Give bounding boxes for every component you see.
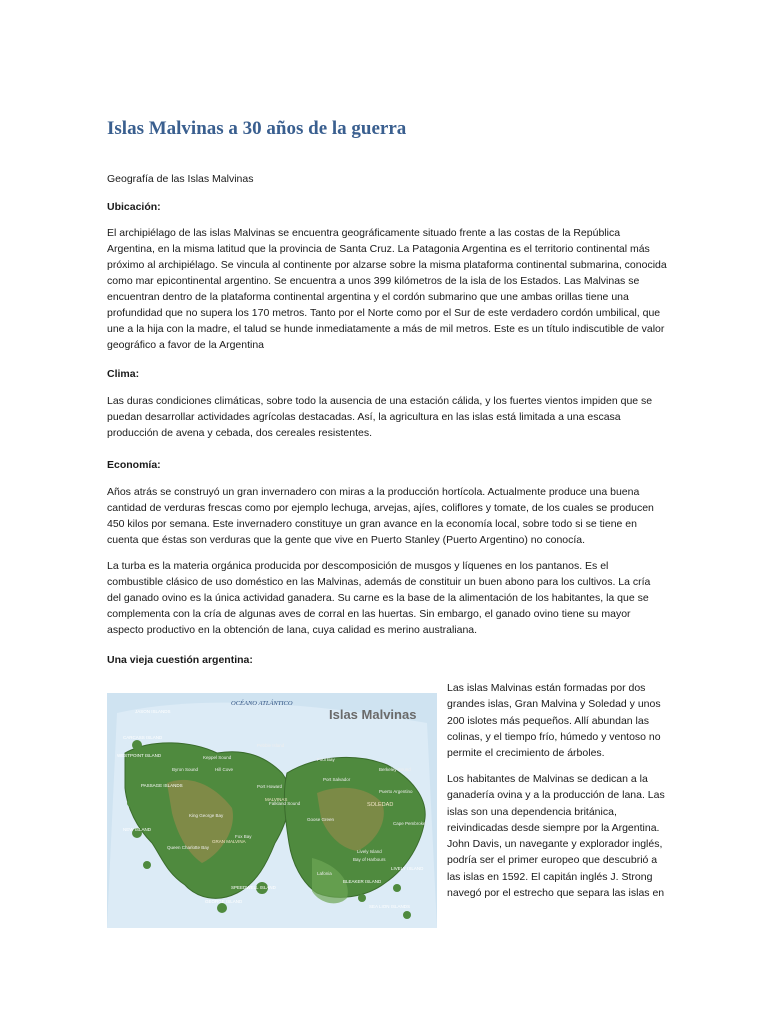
- paragraph-cuestion-2: Los habitantes de Malvinas se dedican a la ganadería ovina y a la producción de lana. Las islas son una dependencia británica, reivindicadas desde siempre por la Argentina. John Davis, un navegante y explorador inglés, podría ser el primer europeo que descubrió a las islas en 1592. El capitán inglés J. Strong navegó por el estrecho que separa las islas en: [447, 773, 665, 900]
- paragraph-economia-2: La turba es la materia orgánica producida por descomposición de musgos y líquenes en los pantanos. Es el combustible clásico de uso doméstico en las Malvinas, además de constituir un buen abono para los cultivos. La cría del ganado ovino es la única actividad ganadera. Su carne es la base de la alimentación de los habitantes, la que se complementa con la cría de algunas aves de corral en las huertas. Sin embargo, el ganado ovino tiene su mayor aspecto productivo en la obtención de lana, cuya calidad es merino australiana.: [107, 560, 651, 636]
- map-label: Pebble Island: [257, 743, 285, 748]
- map-label: Cape Pembroke: [393, 821, 426, 826]
- map-label: Queen Charlotte Bay: [167, 845, 210, 850]
- map-label: WESTPOINT ISLAND: [117, 753, 162, 758]
- map-label: Falkland Sound: [269, 801, 301, 806]
- map-label: MALVINAS: [265, 797, 288, 802]
- map-label: NEW ISLAND: [123, 827, 152, 832]
- heading-ubicacion: Ubicación:: [107, 201, 161, 213]
- heading-cuestion: Una vieja cuestión argentina:: [107, 654, 253, 666]
- map-label: PASSAGE ISLANDS: [141, 783, 183, 788]
- map-label: Bay of Harbours: [353, 857, 386, 862]
- map-label: Lafonia: [317, 871, 332, 876]
- map-label: SPEEDWELL ISLAND: [231, 885, 276, 890]
- map-label: King George Bay: [189, 813, 224, 818]
- map-title: Islas Malvinas: [329, 707, 417, 722]
- subtitle: Geografía de las Islas Malvinas: [107, 173, 254, 185]
- heading-clima: Clima:: [107, 368, 140, 380]
- paragraph-ubicacion: El archipiélago de las islas Malvinas se encuentra geográficamente situado frente a las costas de la República Argentina, en la misma latitud que la provincia de Santa Cruz. La Patagonia Argentina es el territorio continental más próximo al archipiélago. Se vincula al continente por alzarse sobre la misma plataforma continental submarina, conocida como mar epicontinental argentino. Se encuentra a unos 399 kilómetros de la isla de los Estados. Las Malvinas se encuentran dentro de la plataforma continental argentina y el cordón submarino que une ambas orillas tiene una profundidad que no supera los 170 metros. Tanto por el Norte como por el Sur de este verdadero cordón umbilical, que une a la hija con la madre, el talud se hunde inmediatamente a más de mil metros. Este es un título indiscutible de valor geográfico a favor de la Argentina: [107, 227, 667, 351]
- page-title: Islas Malvinas a 30 años de la guerra: [107, 118, 407, 139]
- map-label: Hill Cove: [215, 767, 234, 772]
- map-label: GRAN MALVINA: [212, 839, 246, 844]
- map-label: Lively Island: [357, 849, 382, 854]
- map-label: CARCASS ISLAND: [123, 735, 163, 740]
- map-label: Puerto Argentino: [379, 789, 413, 794]
- map-label: Port Salvador: [323, 777, 351, 782]
- map-label: Berkeley Sound: [379, 767, 411, 772]
- paragraph-clima: Las duras condiciones climáticas, sobre todo la ausencia de una estación cálida, y los fuertes vientos impiden que se puedan desarrollar actividades agrícolas destacadas. Así, la agricultura en las islas está limitada a una escasa producción de avena y cebada, dos cereales resistentes.: [107, 395, 653, 439]
- map-label: SEA LION ISLANDS: [369, 904, 411, 909]
- map-label: GEORGE ISLAND: [205, 899, 243, 904]
- map-label: BLEAKER ISLAND: [343, 879, 382, 884]
- map-label: Port Howard: [257, 784, 283, 789]
- map-ocean-label: OCÉANO ATLÁNTICO: [231, 700, 293, 707]
- map-label: Byron Sound: [172, 767, 199, 772]
- map-label: JASON ISLANDS: [135, 709, 171, 714]
- map-graphic: [107, 693, 437, 928]
- heading-economia: Economía:: [107, 459, 161, 471]
- map-label: Keppel Sound: [203, 755, 232, 760]
- paragraph-economia-1: Años atrás se construyó un gran invernadero con miras a la producción hortícola. Actualmente produce una buena cantidad de verduras frescas como por ejemplo lechuga, arvejas, ajíes, coliflores y tomate, de los cuales se producen 450 kilos por semana. Este invernadero constituye un gran avance en la economía local, sobre todo si se tiene en cuenta que éstas son verduras que la gente que vive en Puerto Stanley (Puerto Argentino) no conocía.: [107, 486, 654, 546]
- paragraph-cuestion-1: Las islas Malvinas están formadas por dos grandes islas, Gran Malvina y Soledad y unos 200 islotes más pequeños. Allí abundan las colinas, y el tiempo frío, húmedo y ventoso no permite el crecimiento de árboles.: [447, 682, 661, 760]
- map-label: Foul Bay: [317, 757, 335, 762]
- map-label: Goose Green: [307, 817, 335, 822]
- map-label: Fox Bay: [235, 834, 252, 839]
- map-label: LIVELY ISLAND: [391, 866, 424, 871]
- map-label: SOLEDAD: [367, 802, 394, 808]
- falklands-map: [107, 693, 437, 928]
